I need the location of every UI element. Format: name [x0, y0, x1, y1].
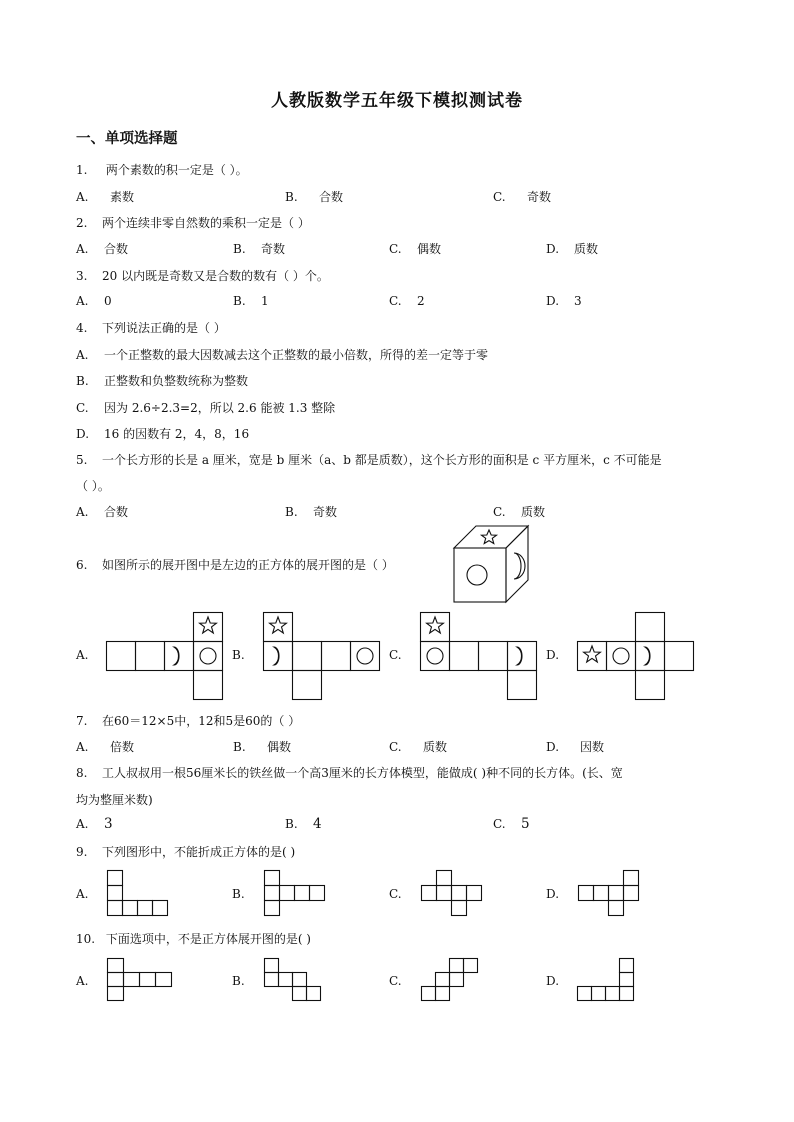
net-figure-a[interactable] [107, 958, 175, 1004]
option-text: 4 [313, 816, 322, 832]
option-text: 质数 [423, 740, 448, 754]
option-label: D. [546, 294, 560, 308]
option-c[interactable]: C. [389, 887, 402, 901]
option-c[interactable] [493, 816, 530, 832]
option-c[interactable] [389, 240, 441, 257]
question-number: 6. [76, 558, 88, 572]
question-text: 工人叔叔用一根56厘米长的铁丝做一个高3厘米的长方体模型，能做成( )种不同的长方体。(长、宽 [102, 766, 623, 780]
option-label: C. [389, 242, 402, 256]
question-5 [76, 451, 662, 468]
option-text: 偶数 [267, 740, 292, 754]
option-text: 奇数 [527, 190, 552, 204]
option-label: A. [76, 348, 89, 362]
option-text: 3 [574, 294, 582, 308]
option-label: B. [285, 817, 298, 831]
option-label: A. [76, 242, 89, 256]
option-text: 偶数 [417, 242, 442, 256]
option-text: 0 [104, 294, 112, 308]
cube-net-b[interactable] [263, 612, 381, 702]
option-text: 奇数 [313, 505, 338, 519]
cube-figure [452, 524, 532, 606]
option-d[interactable]: D. [546, 974, 560, 988]
option-b[interactable]: B. [232, 974, 245, 988]
option-c[interactable]: C. [389, 648, 402, 662]
option-c[interactable] [493, 503, 545, 520]
option-label: B. [285, 190, 298, 204]
question-6 [76, 556, 394, 573]
question-text: 20 以内既是奇数又是合数的数有（ ）个。 [102, 269, 329, 283]
question-1 [76, 161, 248, 178]
page-title: 人教版数学五年级下模拟测试卷 [271, 91, 523, 111]
question-text: 在60＝12×5中，12和5是60的（ ） [102, 714, 301, 728]
question-3 [76, 267, 329, 284]
option-d[interactable]: D. [546, 887, 560, 901]
question-text: 下列说法正确的是（ ） [102, 321, 226, 335]
option-c[interactable] [389, 738, 447, 755]
option-text: 合数 [104, 242, 129, 256]
option-text: 一个正整数的最大因数减去这个正整数的最小倍数，所得的差一定等于零 [104, 348, 489, 362]
question-number: 10. [76, 932, 96, 946]
question-8 [76, 764, 623, 781]
question-9 [76, 843, 295, 860]
option-a[interactable] [76, 816, 113, 832]
option-text: 因为 2.6÷2.3=2，所以 2.6 能被 1.3 整除 [104, 401, 336, 415]
option-text: 倍数 [110, 740, 135, 754]
option-label: B. [233, 242, 246, 256]
option-label: A. [76, 294, 89, 308]
question-number: 5. [76, 453, 88, 467]
option-text: 2 [417, 294, 425, 308]
option-c[interactable] [493, 188, 551, 205]
option-a[interactable] [76, 346, 488, 363]
option-a[interactable] [76, 188, 134, 205]
option-text: 正整数和负整数统称为整数 [104, 374, 249, 388]
question-2 [76, 214, 310, 231]
option-b[interactable] [285, 188, 343, 205]
option-b[interactable]: B. [232, 648, 245, 662]
question-text: 两个素数的积一定是（ ）。 [102, 163, 248, 177]
cube-net-a[interactable] [106, 612, 224, 702]
net-figure-a[interactable] [107, 870, 171, 918]
question-number: 2. [76, 216, 88, 230]
option-label: C. [389, 294, 402, 308]
net-figure-c[interactable] [421, 958, 489, 1004]
cube-net-c[interactable] [420, 612, 538, 702]
question-text-continued: 均为整厘米数) [76, 793, 153, 807]
question-number: 3. [76, 269, 88, 283]
option-d[interactable] [546, 294, 582, 308]
option-c[interactable]: C. [389, 974, 402, 988]
option-a[interactable] [76, 503, 128, 520]
option-label: C. [493, 190, 506, 204]
option-text: 合数 [319, 190, 344, 204]
option-text: 因数 [580, 740, 605, 754]
question-text: 如图所示的展开图中是左边的正方体的展开图的是（ ） [102, 558, 394, 572]
net-figure-b[interactable] [264, 958, 332, 1004]
option-text: 素数 [110, 190, 135, 204]
section-heading: 一、单项选择题 [76, 131, 178, 147]
option-text: 16 的因数有 2，4，8，16 [104, 427, 250, 441]
cube-net-d[interactable] [577, 612, 695, 702]
net-figure-b[interactable] [264, 870, 328, 918]
option-label: B. [76, 374, 89, 388]
option-a[interactable]: A. [76, 648, 89, 662]
option-label: D. [76, 427, 90, 441]
question-number: 1. [76, 163, 88, 177]
question-text: 两个连续非零自然数的乘积一定是（ ） [102, 216, 310, 230]
option-a[interactable]: A. [76, 887, 89, 901]
option-label: A. [76, 740, 89, 754]
option-label: A. [76, 817, 89, 831]
option-text: 质数 [521, 505, 546, 519]
option-b[interactable] [233, 240, 285, 257]
option-a[interactable]: A. [76, 974, 89, 988]
net-figure-d[interactable] [578, 870, 642, 918]
option-label: C. [76, 401, 89, 415]
option-label: B. [233, 294, 246, 308]
option-label: C. [493, 817, 506, 831]
question-4 [76, 319, 226, 336]
net-figure-c[interactable] [421, 870, 485, 918]
question-text: 下面选项中，不是正方体展开图的是( ) [102, 932, 311, 946]
question-text-continued: （ ）。 [76, 479, 110, 493]
question-number: 4. [76, 321, 88, 335]
option-b[interactable] [76, 372, 248, 389]
option-label: D. [546, 242, 560, 256]
option-b[interactable] [285, 816, 322, 832]
option-c[interactable] [76, 399, 335, 416]
option-d[interactable] [546, 738, 604, 755]
option-text: 合数 [104, 505, 129, 519]
option-b[interactable] [233, 294, 269, 308]
option-text: 3 [104, 816, 113, 832]
option-c[interactable] [389, 294, 425, 308]
option-text: 5 [521, 816, 530, 832]
option-text: 1 [261, 294, 269, 308]
option-a[interactable] [76, 240, 128, 257]
option-text: 质数 [574, 242, 599, 256]
question-10 [76, 930, 311, 947]
option-d[interactable] [76, 425, 249, 442]
question-number: 9. [76, 845, 88, 859]
question-text: 下列图形中，不能折成正方体的是( ) [102, 845, 296, 859]
question-7 [76, 712, 300, 729]
option-a[interactable] [76, 738, 134, 755]
option-label: A. [76, 190, 89, 204]
net-figure-d[interactable] [577, 958, 645, 1004]
option-label: B. [285, 505, 298, 519]
option-b[interactable]: B. [232, 887, 245, 901]
option-b[interactable] [233, 738, 291, 755]
option-d[interactable] [546, 240, 598, 257]
option-a[interactable] [76, 294, 112, 308]
option-label: C. [493, 505, 506, 519]
question-number: 8. [76, 766, 88, 780]
option-label: C. [389, 740, 402, 754]
option-label: B. [233, 740, 246, 754]
question-number: 7. [76, 714, 88, 728]
option-label: A. [76, 505, 89, 519]
option-d[interactable]: D. [546, 648, 560, 662]
option-label: D. [546, 740, 560, 754]
option-b[interactable] [285, 503, 337, 520]
option-text: 奇数 [261, 242, 286, 256]
question-text: 一个长方形的长是 a 厘米，宽是 b 厘米（a、b 都是质数），这个长方形的面积是 c 平方厘米，c 不可能是 [102, 453, 662, 467]
